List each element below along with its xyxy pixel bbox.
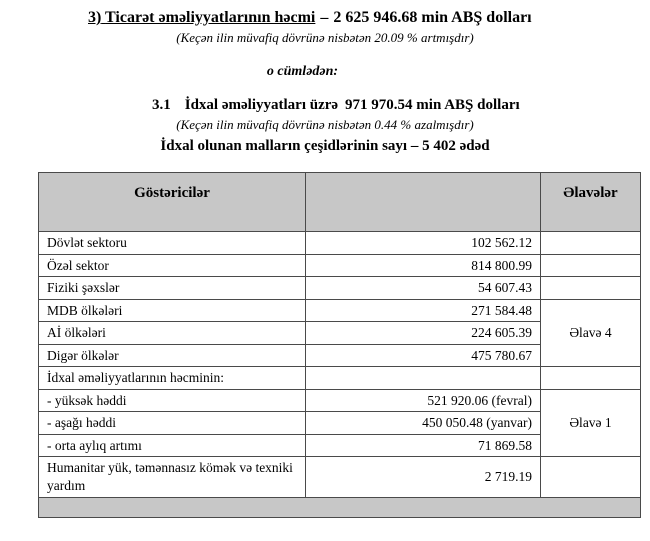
row-label: - orta aylıq artımı [39,434,306,457]
table-row [39,457,641,497]
row-label: İdxal əməliyyatlarının həcminin: [39,367,306,390]
col-header-values [306,173,541,232]
row-appendix-elave-1: Əlavə 1 [541,389,641,457]
title-growth-note: (Keçən ilin müvafiq dövrünə nisbətən 20.09 % artmışdır) [176,30,474,45]
import-heading [152,97,650,114]
title-text: Ticarət əməliyyatlarının həcmi [105,9,316,26]
row-value: 102 562.12 [306,232,541,255]
table-row [39,367,641,390]
col-header-indicators: Göstəricilər [39,173,306,232]
row-appendix [541,232,641,255]
row-label: Aİ ölkələri [39,322,306,345]
row-value: 2 719.19 [306,457,541,497]
row-value: 521 920.06 (fevral) [306,389,541,412]
row-appendix [541,457,641,497]
row-value: 224 605.39 [306,322,541,345]
table-row [39,389,641,412]
row-value: 54 607.43 [306,277,541,300]
row-label: Özəl sektor [39,254,306,277]
row-value: 450 050.48 (yanvar) [306,412,541,435]
document-title [88,9,650,27]
row-label: Humanitar yük, təmənnasız kömək və texniki yardım [39,457,306,497]
table-row [39,254,641,277]
title-value: 2 625 946.68 [333,9,418,26]
import-unit: min ABŞ dolları [416,97,520,113]
title-unit: min ABŞ dolları [421,9,532,26]
row-value: 271 584.48 [306,299,541,322]
row-appendix [541,277,641,300]
subtotal-heading: o cümlədən: [266,64,339,79]
footer-strip-cell [39,497,641,517]
table-row [39,299,641,322]
table-row [39,277,641,300]
row-label: - yüksək həddi [39,389,306,412]
row-label: MDB ölkələri [39,299,306,322]
import-number: 3.1 [152,97,171,113]
table-footer-strip [39,497,641,517]
row-value: 71 869.58 [306,434,541,457]
table-header-row [39,173,641,232]
row-label: Dövlət sektoru [39,232,306,255]
row-value [306,367,541,390]
row-value: 814 800.99 [306,254,541,277]
title-underlined-part [88,9,315,26]
import-value: 971 970.54 [345,97,413,113]
title-number: 3) [88,9,102,26]
row-appendix [541,367,641,390]
table-row [39,232,641,255]
row-appendix-elave-4: Əlavə 4 [541,299,641,367]
row-label: Digər ölkələr [39,344,306,367]
import-variety-heading: İdxal olunan malların çeşidlərinin sayı – 5 402 ədəd [160,138,490,154]
import-decline-note: (Keçən ilin müvafiq dövrünə nisbətən 0.44 % azalmışdır) [176,117,474,132]
import-text: İdxal əməliyyatları üzrə [184,97,339,113]
title-dash: – [320,9,329,26]
row-label: Fiziki şəxslər [39,277,306,300]
col-header-appendix: Əlavələr [541,173,641,232]
row-appendix [541,254,641,277]
indicators-table [38,172,641,518]
row-label: - aşağı həddi [39,412,306,435]
row-value: 475 780.67 [306,344,541,367]
